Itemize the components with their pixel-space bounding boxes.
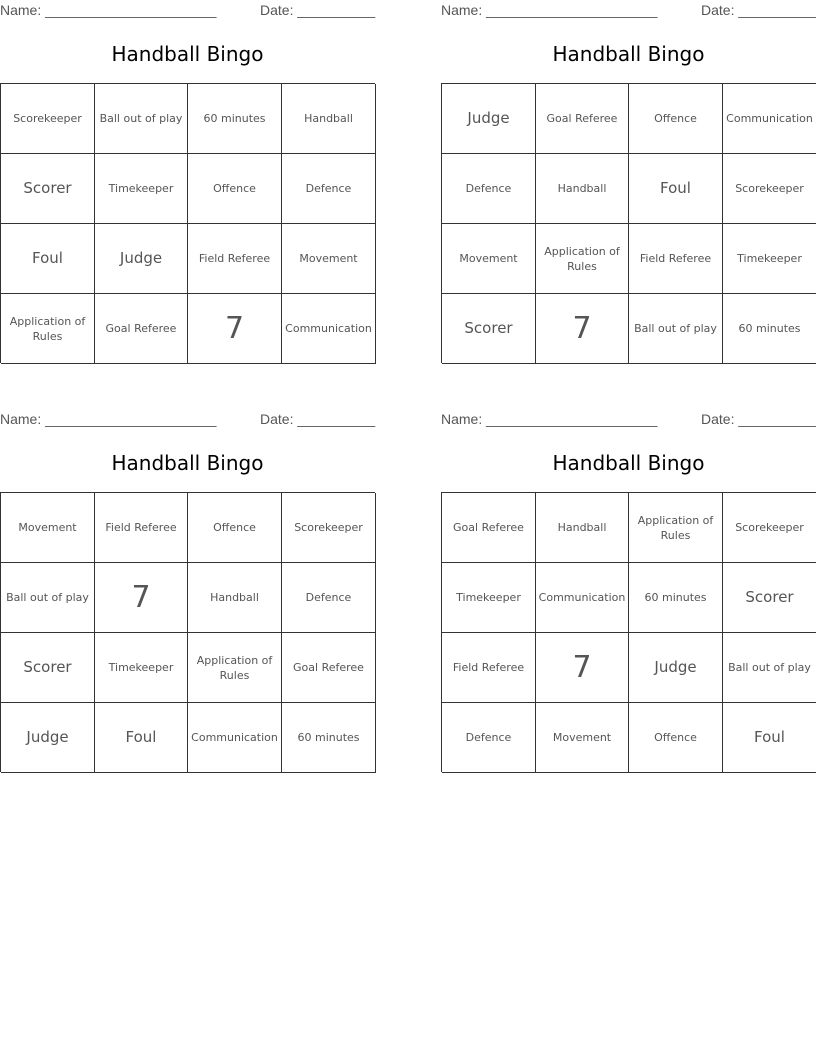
bingo-cell: Offence (629, 84, 723, 154)
bingo-cell: Judge (629, 633, 723, 703)
bingo-cell: Communication (723, 84, 816, 154)
bingo-cell: Handball (536, 154, 629, 224)
bingo-grid (441, 492, 816, 772)
name-field[interactable]: Name: ______________________ (441, 411, 658, 427)
card-title: Handball Bingo (552, 451, 705, 475)
bingo-cell: Ball out of play (723, 633, 816, 703)
bingo-cell: Handball (282, 84, 376, 154)
free-space-cell: 7 (536, 294, 629, 364)
bingo-cell: 60 minutes (723, 294, 816, 364)
bingo-cell: Scorekeeper (282, 493, 376, 563)
bingo-card-2 (441, 0, 816, 375)
bingo-card-3 (0, 409, 375, 784)
free-space-cell: 7 (95, 563, 188, 633)
bingo-cell: 60 minutes (629, 563, 723, 633)
bingo-cell: Judge (442, 84, 536, 154)
bingo-cell: Defence (442, 703, 536, 773)
card-title: Handball Bingo (552, 42, 705, 66)
name-field[interactable]: Name: ______________________ (441, 2, 658, 18)
bingo-cell: Foul (629, 154, 723, 224)
card-title: Handball Bingo (111, 451, 264, 475)
bingo-cell: Movement (282, 224, 376, 294)
name-field[interactable]: Name: ______________________ (0, 411, 217, 427)
bingo-cell: Field Referee (629, 224, 723, 294)
bingo-cell: Communication (282, 294, 376, 364)
bingo-cell: Foul (1, 224, 95, 294)
bingo-cell: Foul (95, 703, 188, 773)
bingo-cell: Scorer (1, 633, 95, 703)
bingo-cell: Timekeeper (95, 633, 188, 703)
bingo-cell: Offence (188, 154, 282, 224)
bingo-cell: Defence (442, 154, 536, 224)
bingo-cell: Application of Rules (1, 294, 95, 364)
bingo-cell: Movement (536, 703, 629, 773)
bingo-cell: Movement (1, 493, 95, 563)
bingo-cell: Communication (536, 563, 629, 633)
bingo-cell: 60 minutes (188, 84, 282, 154)
bingo-card-4 (441, 409, 816, 784)
bingo-cell: Foul (723, 703, 816, 773)
bingo-cell: Scorekeeper (723, 493, 816, 563)
name-date-line (441, 411, 816, 429)
bingo-cell: Handball (536, 493, 629, 563)
date-field[interactable]: Date: __________ (260, 2, 376, 18)
bingo-cell: Ball out of play (629, 294, 723, 364)
bingo-cell: Goal Referee (536, 84, 629, 154)
bingo-cell: Offence (629, 703, 723, 773)
bingo-card-1 (0, 0, 375, 375)
name-date-line (441, 2, 816, 20)
bingo-cell: Communication (188, 703, 282, 773)
bingo-cell: Goal Referee (442, 493, 536, 563)
bingo-cell: Goal Referee (282, 633, 376, 703)
bingo-cell: Field Referee (442, 633, 536, 703)
bingo-cell: Scorekeeper (1, 84, 95, 154)
bingo-grid (441, 83, 816, 363)
bingo-grid (0, 83, 375, 363)
bingo-cell: Scorekeeper (723, 154, 816, 224)
bingo-cell: Handball (188, 563, 282, 633)
bingo-cell: Defence (282, 154, 376, 224)
date-field[interactable]: Date: __________ (260, 411, 376, 427)
bingo-cell: Ball out of play (95, 84, 188, 154)
bingo-cell: Field Referee (95, 493, 188, 563)
date-field[interactable]: Date: __________ (701, 2, 816, 18)
bingo-cell: Timekeeper (442, 563, 536, 633)
name-field[interactable]: Name: ______________________ (0, 2, 217, 18)
bingo-cell: Application of Rules (536, 224, 629, 294)
bingo-cell: Defence (282, 563, 376, 633)
bingo-cell: Application of Rules (629, 493, 723, 563)
bingo-cell: Scorer (1, 154, 95, 224)
bingo-cell: 60 minutes (282, 703, 376, 773)
bingo-cell: Offence (188, 493, 282, 563)
bingo-cell: Scorer (442, 294, 536, 364)
bingo-grid (0, 492, 375, 772)
bingo-cell: Judge (1, 703, 95, 773)
bingo-cell: Application of Rules (188, 633, 282, 703)
bingo-cell: Judge (95, 224, 188, 294)
free-space-cell: 7 (536, 633, 629, 703)
name-date-line (0, 411, 375, 429)
bingo-cell: Timekeeper (723, 224, 816, 294)
bingo-cell: Scorer (723, 563, 816, 633)
bingo-cell: Movement (442, 224, 536, 294)
name-date-line (0, 2, 375, 20)
bingo-cell: Goal Referee (95, 294, 188, 364)
free-space-cell: 7 (188, 294, 282, 364)
date-field[interactable]: Date: __________ (701, 411, 816, 427)
bingo-cell: Ball out of play (1, 563, 95, 633)
bingo-cell: Field Referee (188, 224, 282, 294)
bingo-cell: Timekeeper (95, 154, 188, 224)
card-title: Handball Bingo (111, 42, 264, 66)
